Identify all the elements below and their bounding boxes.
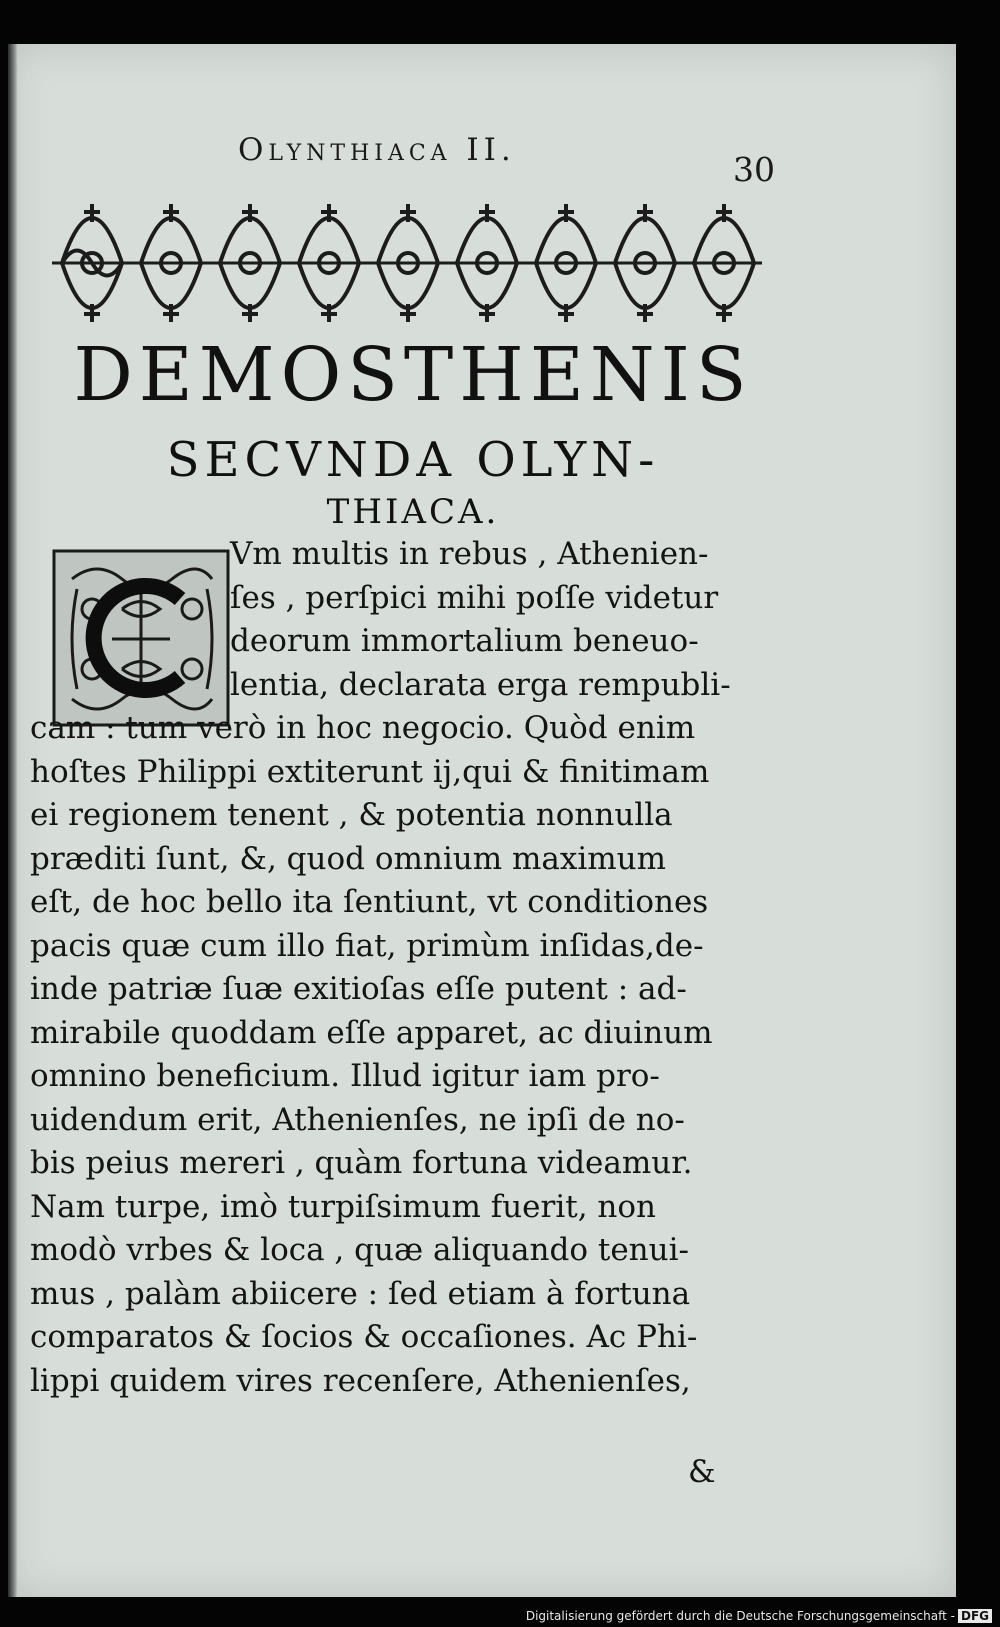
- decorated-initial-icon: [52, 549, 230, 727]
- body-line: lippi quidem vires recenſere, Athenienſes,: [30, 1362, 691, 1399]
- body-line: mus , palàm abiicere : ſed etiam à fortuna: [30, 1275, 691, 1312]
- body-line: deorum immortalium beneuo-: [230, 623, 699, 659]
- title-demosthenis: DEMOSTHENIS: [73, 332, 753, 418]
- title-thiaca: THIACA.: [326, 492, 500, 532]
- catchword: &: [688, 1454, 716, 1490]
- title-secunda-olyn: SECVNDA OLYN-: [166, 432, 660, 488]
- body-line: hoſtes Philippi extiterunt ij,qui & finitimam: [30, 753, 710, 790]
- body-line: ſes , perſpici mihi poſſe videtur: [230, 579, 719, 616]
- body-line: cam : tum verò in hoc negocio. Quòd enim: [30, 710, 696, 746]
- book-spine-edge: [8, 44, 18, 1597]
- body-line: pacis quæ cum illo fiat, primùm inſidas,de-: [30, 927, 704, 964]
- body-line: lentia, declarata erga rempubli-: [230, 666, 731, 703]
- floral-ornament-icon: [52, 196, 762, 330]
- body-line: Vm multis in rebus , Athenien-: [230, 536, 709, 572]
- body-line: mirabile quoddam eſſe apparet, ac diuinum: [30, 1014, 713, 1051]
- running-title: Olynthiaca II.: [238, 132, 516, 168]
- page-number: 30: [733, 150, 775, 189]
- body-line: præditi ſunt, &, quod omnium maximum: [30, 840, 667, 877]
- dfg-logo: DFG: [958, 1609, 992, 1623]
- body-line: inde patriæ ſuæ exitioſas eſſe putent : ad-: [30, 971, 687, 1007]
- body-line: omnino beneficium. Illud igitur iam pro-: [30, 1058, 660, 1094]
- digitization-credit: [526, 1609, 992, 1623]
- body-line: comparatos & ſocios & occaſiones. Ac Phi-: [30, 1319, 698, 1355]
- body-line: uidendum erit, Athenienſes, ne ipſi de no-: [30, 1101, 685, 1138]
- body-line: eſt, de hoc bello ita ſentiunt, vt conditiones: [30, 884, 709, 920]
- body-line: bis peius mereri , quàm fortuna videamur.: [30, 1145, 693, 1181]
- credit-text: Digitalisierung gefördert durch die Deutsche Forschungsgemeinschaft -: [525, 1609, 955, 1623]
- body-line: ei regionem tenent , & potentia nonnulla: [30, 797, 673, 833]
- body-line: modò vrbes & loca , quæ aliquando tenui-: [30, 1232, 689, 1268]
- book-page: [8, 44, 956, 1597]
- body-line: Nam turpe, imò turpiſsimum fuerit, non: [30, 1188, 657, 1225]
